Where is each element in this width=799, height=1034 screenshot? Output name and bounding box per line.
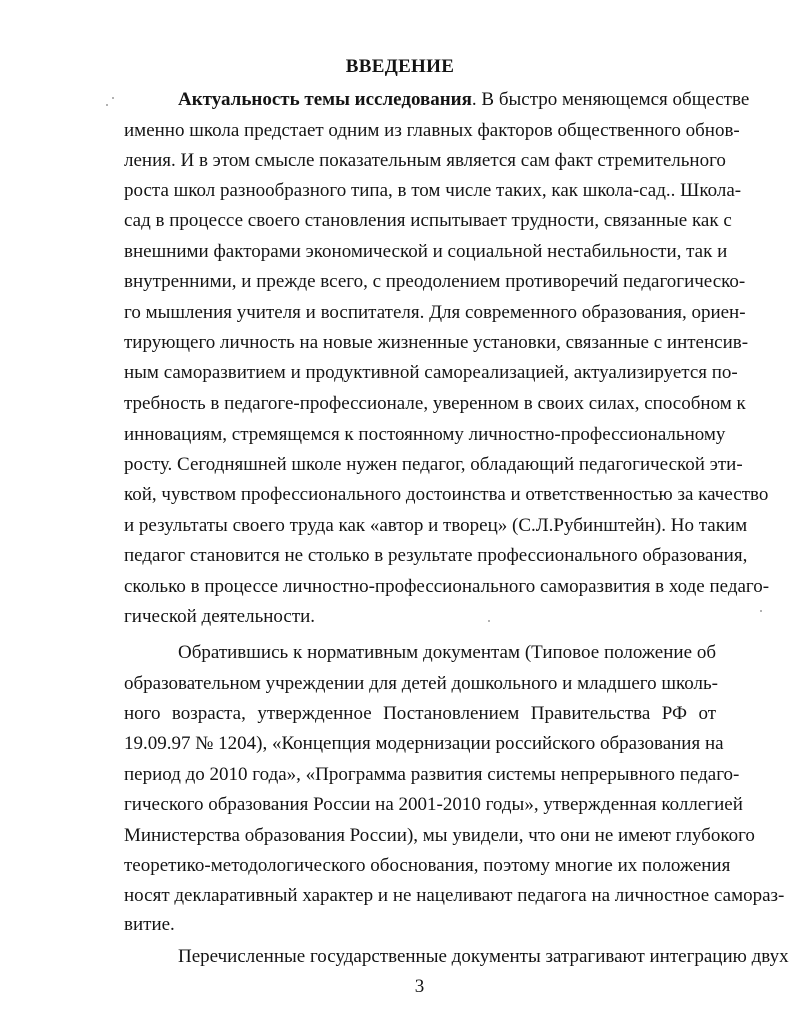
paragraph-1-line: роста школ разнообразного типа, в том числе таких, как школа-сад.. Школа- <box>124 180 742 201</box>
page-title: ВВЕДЕНИЕ <box>345 56 455 77</box>
paragraph-2-line: Министерства образования России), мы увидели, что они не имеют глубокого <box>124 825 755 846</box>
paragraph-1-line: и результаты своего труда как «автор и творец» (С.Л.Рубинштейн). Но таким <box>124 515 748 536</box>
paragraph-1-line: внешними факторами экономической и социальной нестабильности, так и <box>124 241 728 262</box>
paragraph-1-line: сад в процессе своего становления испытывает трудности, связанные как с <box>124 210 732 231</box>
paragraph-2-line: образовательном учреждении для детей дошкольного и младшего школь- <box>124 673 718 694</box>
paragraph-1-line: кой, чувством профессионального достоинства и ответственностью за качество <box>124 484 769 505</box>
paragraph-2-line: витие. <box>124 914 175 935</box>
paragraph-2-line: Обратившись к нормативным документам (Типовое положение об <box>178 642 716 663</box>
paragraph-3-line: Перечисленные государственные документы затрагивают интеграцию двух <box>178 946 789 967</box>
paragraph-1-line: тирующего личность на новые жизненные установки, связанные с интенсив- <box>124 332 749 353</box>
paragraph-1-line: гической деятельности. <box>124 606 316 627</box>
paragraph-1-first-line-text: . В быстро меняющемся обществе <box>471 89 750 110</box>
paragraph-1-line-1 <box>178 89 750 111</box>
page-number: 3 <box>414 976 425 997</box>
paragraph-2-line: ного возраста, утвержденное Постановлением Правительства РФ от <box>124 703 716 724</box>
scan-speck <box>760 610 762 612</box>
paragraph-1-line: именно школа предстает одним из главных факторов общественного обнов- <box>124 120 740 141</box>
paragraph-2-line: период до 2010 года», «Программа развития системы непрерывного педаго- <box>124 764 740 785</box>
paragraph-1-line: го мышления учителя и воспитателя. Для современного образования, ориен- <box>124 302 746 323</box>
section-heading: Актуальность темы исследования <box>178 89 472 110</box>
paragraph-1-line: ления. И в этом смысле показательным является сам факт стремительного <box>124 150 726 171</box>
scan-speck <box>112 97 114 99</box>
paragraph-2-line: носят декларативный характер и не нацеливают педагога на личностное самораз- <box>124 885 785 906</box>
paragraph-1-line: внутренними, и прежде всего, с преодолением противоречий педагогическо- <box>124 271 746 292</box>
paragraph-2-line: 19.09.97 № 1204), «Концепция модернизации российского образования на <box>124 733 724 754</box>
paragraph-1-line: требность в педагоге-профессионале, уверенном в своих силах, способном к <box>124 393 746 414</box>
paragraph-2-line: теоретико-методологического обоснования, поэтому многие их положения <box>124 855 731 876</box>
paragraph-1-line: инновациям, стремящемся к постоянному личностно-профессиональному <box>124 424 726 445</box>
paragraph-1-line: сколько в процессе личностно-профессионального саморазвития в ходе педаго- <box>124 576 770 597</box>
paragraph-1-line: ным саморазвитием и продуктивной самореализацией, актуализируется по- <box>124 362 738 383</box>
scan-speck <box>488 620 490 622</box>
paragraph-2-line: гического образования России на 2001-2010 годы», утвержденная коллегией <box>124 794 743 815</box>
paragraph-1-line: росту. Сегодняшней школе нужен педагог, обладающий педагогической эти- <box>124 454 743 475</box>
scan-speck <box>106 104 108 106</box>
paragraph-1-line: педагог становится не столько в результате профессионального образования, <box>124 545 748 566</box>
